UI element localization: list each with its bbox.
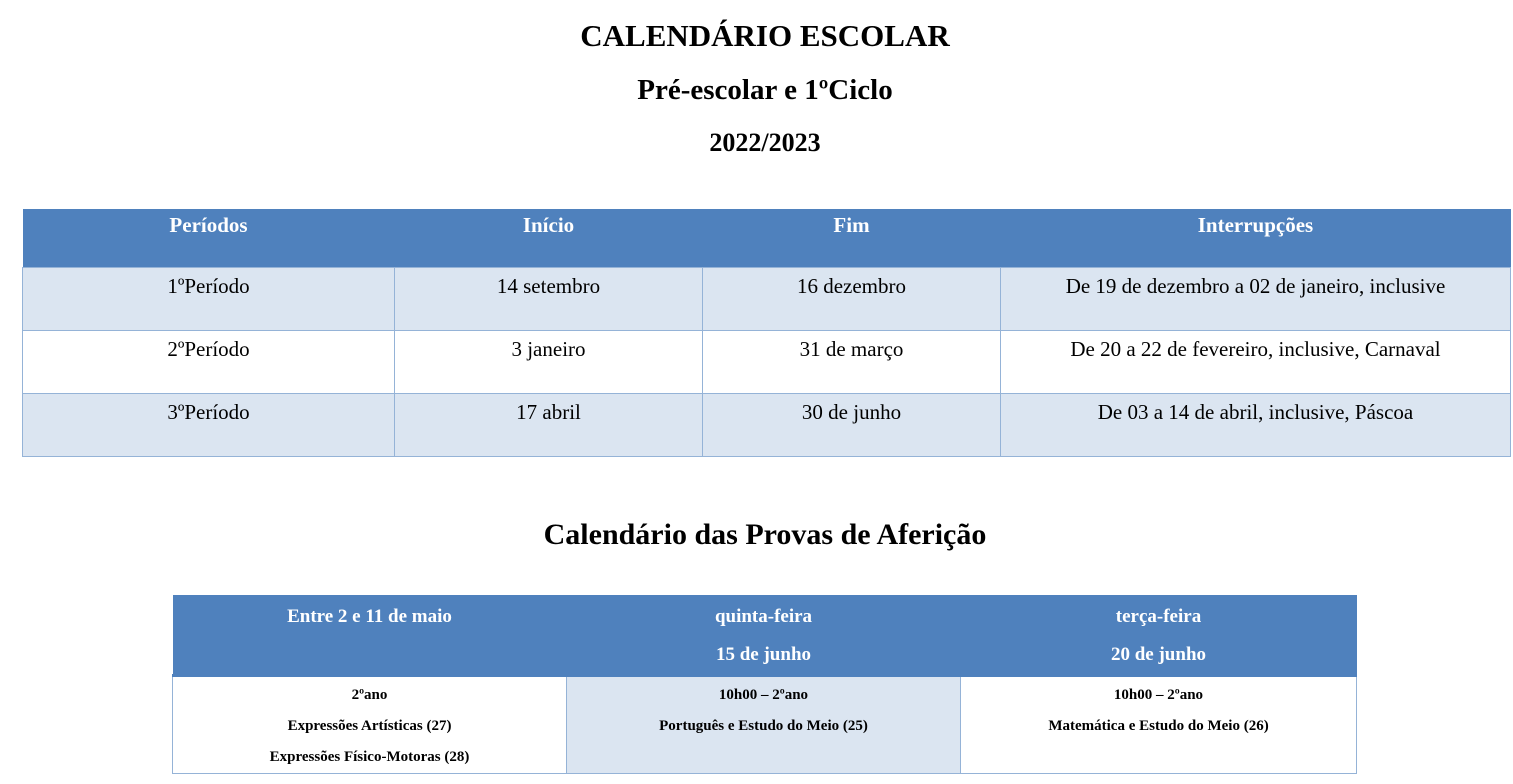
period-name: 3ºPeríodo — [23, 394, 395, 457]
provas-table — [172, 595, 1357, 774]
period-breaks: De 03 a 14 de abril, inclusive, Páscoa — [1001, 394, 1511, 457]
header-inicio: Início — [395, 209, 703, 268]
header-periodos: Períodos — [23, 209, 395, 268]
header-june-15 — [567, 595, 961, 676]
period-start: 3 janeiro — [395, 331, 703, 394]
header-weekday: terça-feira — [1115, 606, 1202, 627]
exam-subject: Matemática e Estudo do Meio (26) — [1048, 718, 1269, 734]
table-row — [173, 676, 1357, 774]
period-end: 30 de junho — [703, 394, 1001, 457]
exam-subject: Português e Estudo do Meio (25) — [659, 718, 868, 734]
table-row — [23, 268, 1511, 331]
school-year: 2022/2023 — [709, 128, 821, 157]
provas-header-row — [173, 595, 1357, 676]
header-interrupcoes: Interrupções — [1001, 209, 1511, 268]
page-subtitle: Pré-escolar e 1ºCiclo — [637, 74, 893, 106]
period-start: 17 abril — [395, 394, 703, 457]
periods-header-row — [23, 209, 1511, 268]
provas-cell-june-15 — [567, 676, 961, 774]
header-line: Entre 2 e 11 de maio — [287, 606, 452, 627]
periods-table — [22, 209, 1511, 457]
header-date: 15 de junho — [715, 644, 812, 665]
provas-cell-may — [173, 676, 567, 774]
exam-grade: 2ºano — [351, 687, 388, 703]
period-breaks: De 20 a 22 de fevereiro, inclusive, Carnaval — [1001, 331, 1511, 394]
provas-title: Calendário das Provas de Aferição — [543, 518, 987, 551]
exam-time: 10h00 – 2ºano — [1113, 687, 1204, 703]
provas-cell-june-20 — [961, 676, 1357, 774]
page-title: CALENDÁRIO ESCOLAR — [580, 18, 950, 53]
period-end: 16 dezembro — [703, 268, 1001, 331]
table-row — [23, 394, 1511, 457]
exam-subject: Expressões Artísticas (27) — [287, 718, 452, 734]
period-breaks: De 19 de dezembro a 02 de janeiro, inclusive — [1001, 268, 1511, 331]
exam-time: 10h00 – 2ºano — [718, 687, 809, 703]
header-fim: Fim — [703, 209, 1001, 268]
header-window-may — [173, 595, 567, 676]
period-start: 14 setembro — [395, 268, 703, 331]
exam-subject: Expressões Físico-Motoras (28) — [269, 749, 470, 765]
header-june-20 — [961, 595, 1357, 676]
header-date: 20 de junho — [1110, 644, 1207, 665]
period-end: 31 de março — [703, 331, 1001, 394]
table-row — [23, 331, 1511, 394]
period-name: 1ºPeríodo — [23, 268, 395, 331]
header-weekday: quinta-feira — [714, 606, 813, 627]
period-name: 2ºPeríodo — [23, 331, 395, 394]
